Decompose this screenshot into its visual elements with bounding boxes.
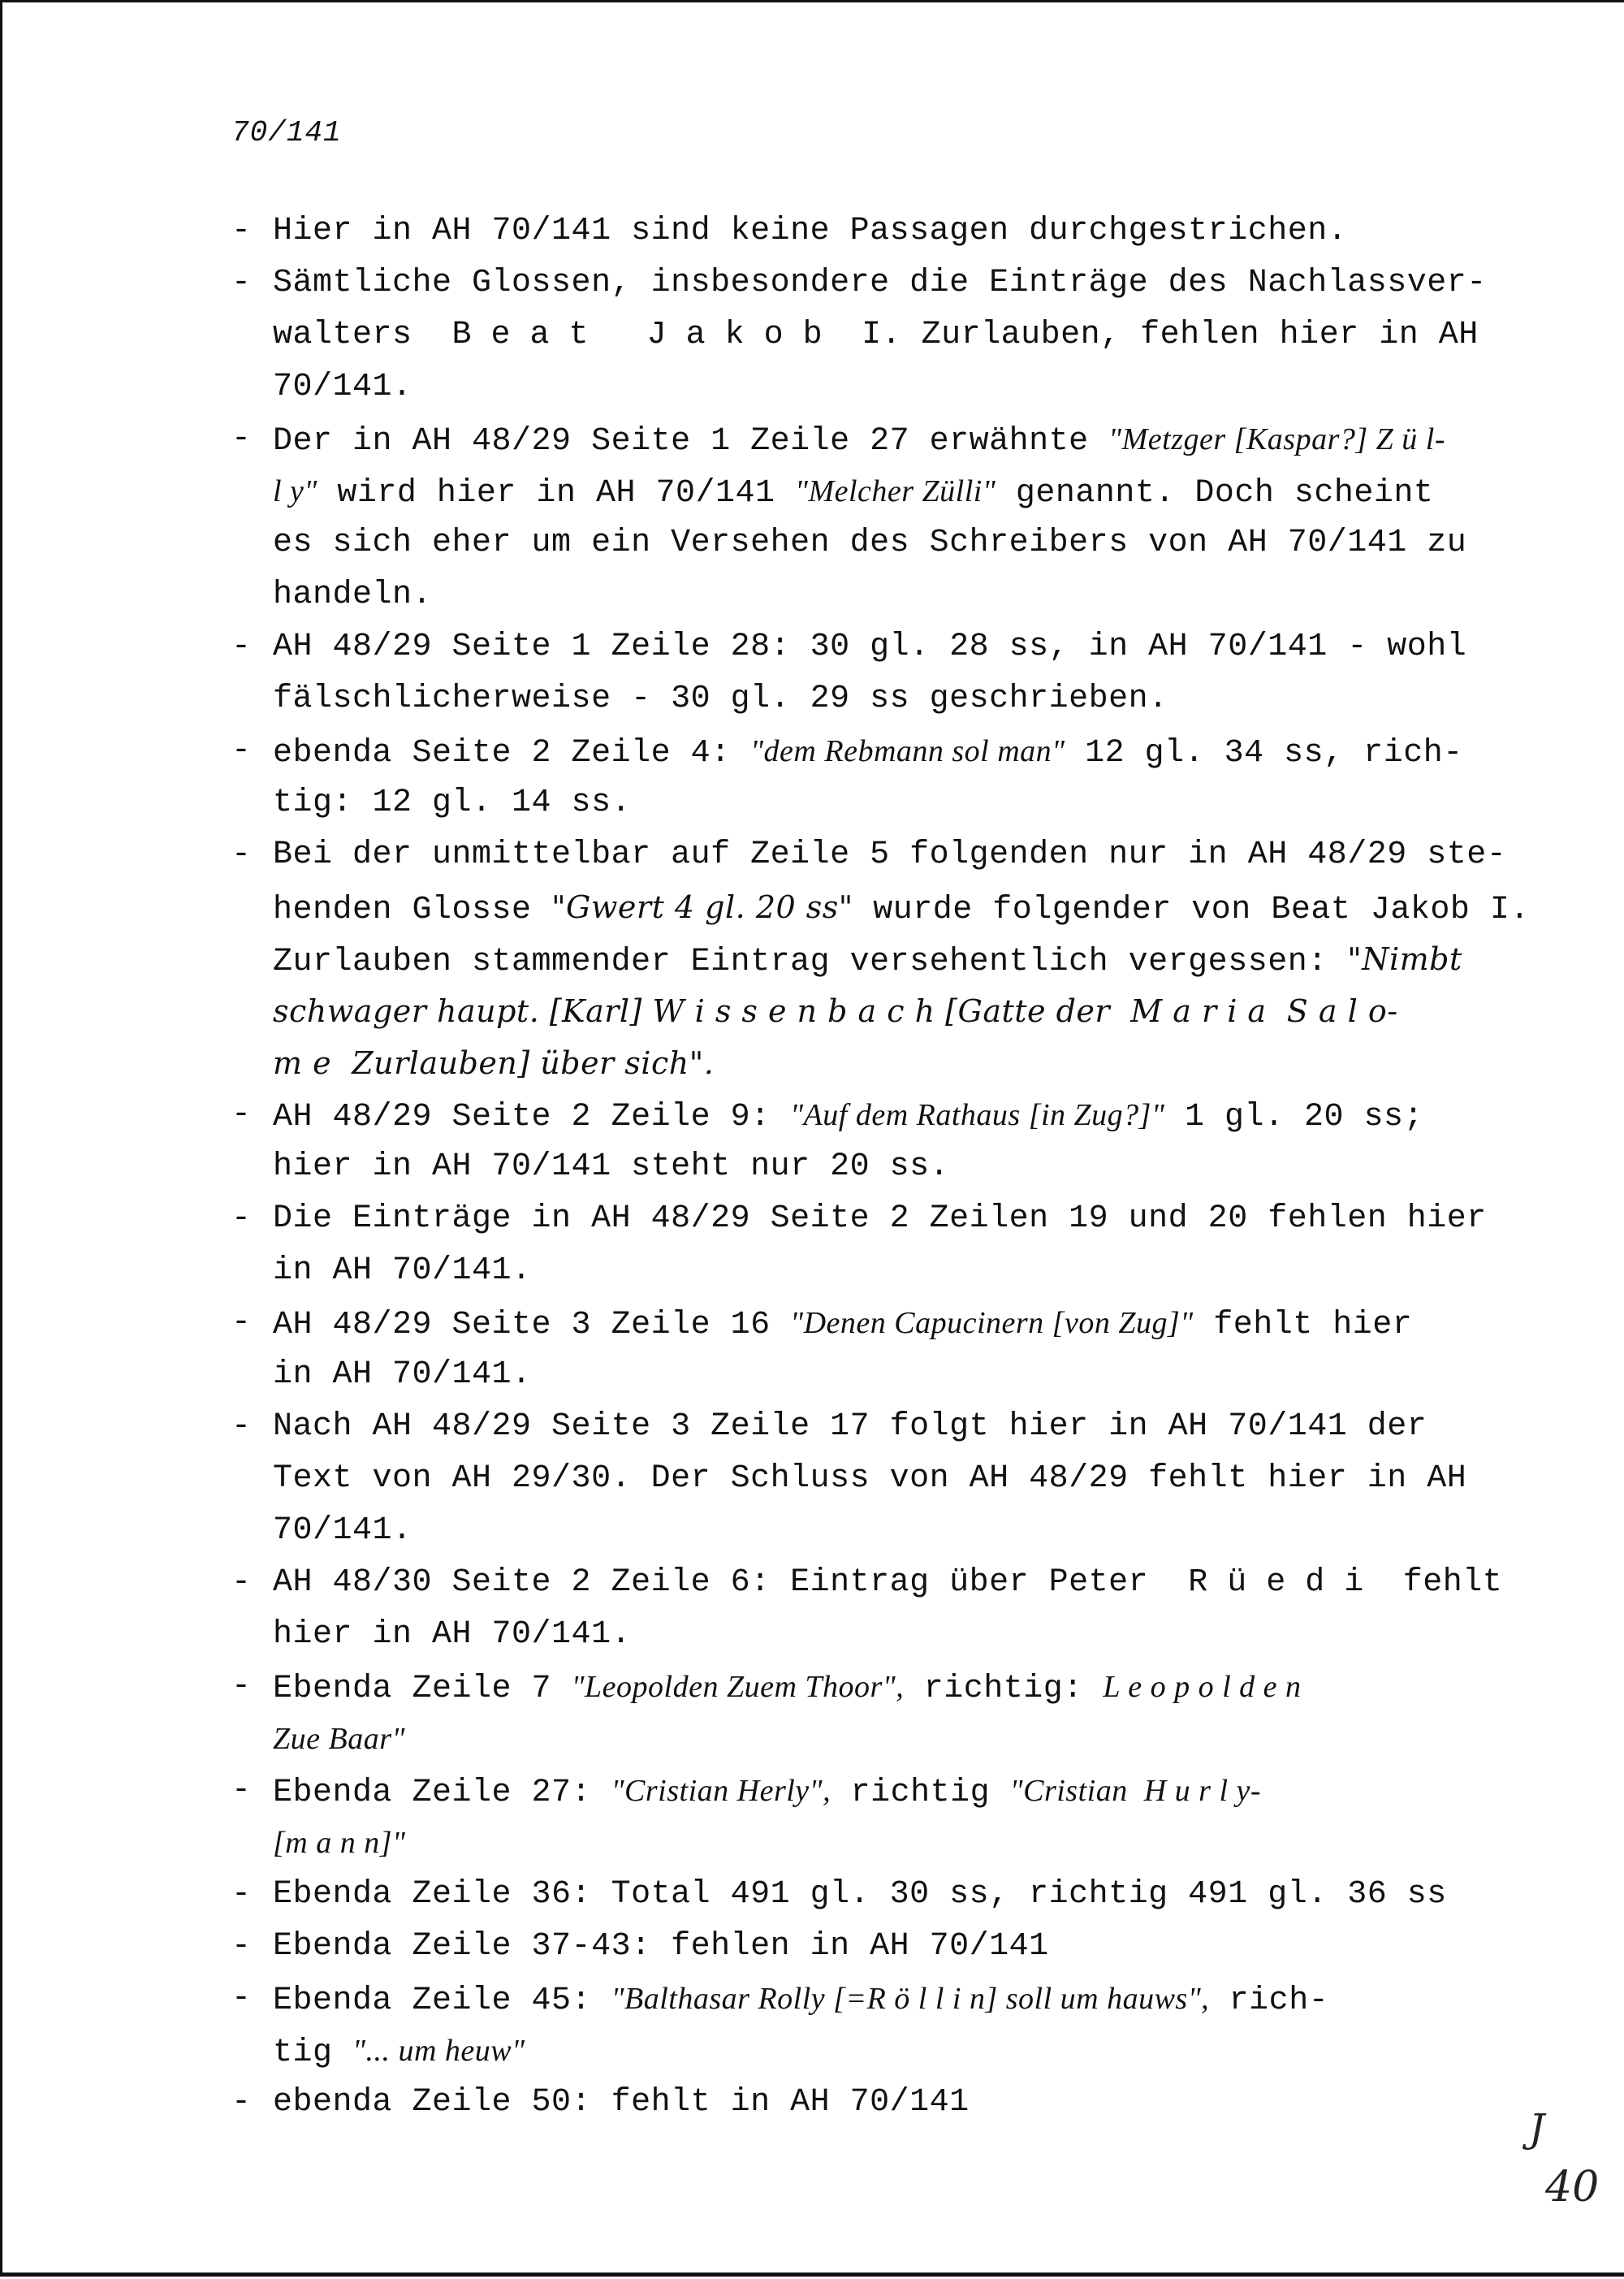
text-line (273, 1609, 631, 1661)
text-line (273, 569, 432, 621)
text-segment: tig: 12 gl. 14 ss. (273, 785, 632, 821)
text-line (273, 1037, 714, 1089)
text-line (273, 257, 1487, 309)
handwritten-margin-mark: 40 (1545, 2163, 1600, 2212)
text-line (273, 1401, 1427, 1453)
text-line (273, 2077, 970, 2129)
list-bullet: - (231, 1668, 252, 1705)
text-line (273, 1089, 1423, 1141)
entry-list (2, 2, 1624, 2279)
text-line (273, 725, 1463, 777)
text-segment: ebenda Zeile 50: fehlt in AH 70/141 (273, 2084, 970, 2121)
text-segment: tig (273, 2035, 353, 2071)
emphasized-text: "Cristian H u r l y- (1009, 1774, 1262, 1808)
text-segment: I. Zurlauben, fehlen hier in AH (841, 317, 1479, 353)
emphasized-text: "dem Rebmann sol man" (750, 734, 1065, 768)
text-segment: walters (273, 317, 452, 353)
text-segment: es sich eher um ein Versehen des Schreibers von AH 70/141 zu (273, 525, 1467, 561)
text-segment: richtig: (904, 1671, 1104, 1707)
text-segment: Text von AH 29/30. Der Schluss von AH 48/29 fehlt hier in AH (273, 1460, 1467, 1497)
text-line (273, 985, 1398, 1037)
text-line (273, 1453, 1466, 1505)
text-segment: Ebenda Zeile 45: (273, 1983, 611, 2019)
emphasized-text: "... um heuw" (352, 2034, 525, 2068)
text-segment: 1 gl. 20 ss; (1164, 1099, 1423, 1135)
text-line (273, 1297, 1412, 1349)
text-segment: Der in AH 48/29 Seite 1 Zeile 27 erwähnte (273, 423, 1109, 460)
emphasized-text: Rüedi (1188, 1564, 1384, 1601)
handwritten-margin-mark: J (1529, 2106, 1545, 2151)
emphasized-text: "Auf dem Rathaus [in Zug?]" (790, 1098, 1165, 1132)
text-line (273, 205, 1347, 257)
list-bullet: - (231, 837, 252, 873)
text-line (273, 1765, 1261, 1817)
text-segment: AH 48/29 Seite 2 Zeile 9: (273, 1099, 791, 1135)
text-line (273, 1713, 405, 1765)
text-segment: Sämtliche Glossen, insbesondere die Einträge des Nachlassver- (273, 265, 1487, 301)
emphasized-text: [m a n n]" (273, 1826, 406, 1860)
text-segment: Nach AH 48/29 Seite 3 Zeile 17 folgt hier in AH 70/141 der (273, 1408, 1427, 1445)
list-bullet: - (231, 1200, 252, 1237)
text-segment: AH 48/29 Seite 3 Zeile 16 (273, 1307, 791, 1343)
text-segment: genannt. Doch scheint (996, 475, 1434, 512)
text-segment: wird hier in AH 70/141 (317, 475, 795, 512)
text-line (273, 1869, 1447, 1921)
text-segment: 70/141. (273, 369, 412, 405)
list-bullet: - (231, 421, 252, 457)
list-bullet: - (231, 1772, 252, 1809)
text-segment: handeln. (273, 577, 433, 613)
text-line (273, 465, 1433, 517)
text-line (273, 309, 1479, 361)
text-segment: hier in AH 70/141 steht nur 20 ss. (273, 1148, 950, 1185)
emphasized-text: "Cristian Herly", (611, 1774, 831, 1808)
text-line (273, 881, 1530, 933)
text-segment: rich- (1209, 1983, 1329, 2019)
text-line (273, 621, 1466, 673)
list-bullet: - (231, 1876, 252, 1913)
text-segment: 12 gl. 34 ss, rich- (1065, 735, 1463, 772)
text-line (273, 1245, 532, 1297)
text-line (273, 1817, 405, 1869)
text-line (273, 1973, 1328, 2025)
text-segment: 70/141. (273, 1512, 412, 1549)
emphasized-text: "Leopolden Zuem Thoor", (571, 1670, 905, 1704)
text-line (273, 361, 412, 413)
list-bullet: - (231, 1564, 252, 1601)
text-line (273, 1921, 1049, 1973)
list-bullet: - (231, 629, 252, 665)
text-line (273, 1193, 1487, 1245)
text-segment: fälschlicherweise - 30 gl. 29 ss geschrieben. (273, 681, 1168, 717)
text-line (273, 1557, 1502, 1609)
text-line (273, 2025, 525, 2077)
list-bullet: - (231, 2084, 252, 2121)
emphasized-text: l y" (273, 474, 317, 508)
text-segment: Die Einträge in AH 48/29 Seite 2 Zeilen 19 und 20 fehlen hier (273, 1200, 1487, 1237)
emphasized-text: schwager haupt. [Karl] W i s s e n b a c h [Gatte der M a r i a S a l o- (273, 993, 1398, 1029)
text-line (273, 1661, 1302, 1713)
text-line (273, 1349, 532, 1401)
text-segment: ebenda Seite 2 Zeile 4: (273, 735, 751, 772)
text-segment: Ebenda Zeile 36: Total 491 gl. 30 ss, richtig 491 gl. 36 ss (273, 1876, 1447, 1913)
text-segment: Ebenda Zeile 37-43: fehlen in AH 70/141 (273, 1928, 1049, 1965)
text-segment: Bei der unmittelbar auf Zeile 5 folgenden nur in AH 48/29 ste- (273, 837, 1507, 873)
list-bullet: - (231, 1096, 252, 1133)
text-segment: fehlt (1383, 1564, 1503, 1601)
text-segment: Hier in AH 70/141 sind keine Passagen durchgestrichen. (273, 213, 1348, 249)
text-line (273, 777, 631, 829)
text-line (273, 1141, 949, 1193)
text-segment: Ebenda Zeile 27: (273, 1775, 611, 1811)
list-bullet: - (231, 733, 252, 769)
emphasized-text: "Melcher Zülli" (794, 474, 996, 508)
list-bullet: - (231, 265, 252, 301)
list-bullet: - (231, 1304, 252, 1341)
emphasized-text: m e Zurlauben] über sich". (273, 1045, 715, 1081)
emphasized-text: "Balthasar Rolly [=R ö l l i n] soll um hauws", (611, 1982, 1210, 2016)
list-bullet: - (231, 1928, 252, 1965)
list-bullet: - (231, 1980, 252, 2017)
emphasized-text: L e o p o l d e n (1103, 1670, 1302, 1704)
text-segment: henden Glosse (273, 892, 552, 928)
text-line (273, 413, 1445, 465)
text-segment: fehlt hier (1193, 1307, 1413, 1343)
emphasized-text: "Gwert 4 gl. 20 ss" (551, 889, 853, 925)
text-segment: in AH 70/141. (273, 1356, 532, 1393)
text-line (273, 829, 1506, 881)
emphasized-text: "Nimbt (1347, 941, 1462, 977)
text-segment: wurde folgender von Beat Jakob I. (853, 892, 1530, 928)
text-segment: Ebenda Zeile 7 (273, 1671, 572, 1707)
text-line (273, 673, 1168, 725)
text-line (273, 517, 1466, 569)
text-line (273, 933, 1462, 985)
list-bullet: - (231, 1408, 252, 1445)
list-bullet: - (231, 213, 252, 249)
text-segment: Zurlauben stammender Eintrag versehentlich vergessen: (273, 944, 1348, 980)
text-segment: in AH 70/141. (273, 1252, 532, 1289)
text-segment: hier in AH 70/141. (273, 1616, 632, 1653)
text-segment: AH 48/30 Seite 2 Zeile 6: Eintrag über Peter (273, 1564, 1189, 1601)
text-line (273, 1505, 412, 1557)
emphasized-text: Beat Jakob (451, 317, 842, 353)
page-number: 70/141 (231, 116, 342, 149)
emphasized-text: Zue Baar" (273, 1722, 405, 1756)
emphasized-text: "Metzger [Kaspar?] Z ü l- (1108, 422, 1445, 456)
emphasized-text: "Denen Capucinern [von Zug]" (790, 1306, 1194, 1340)
text-segment: AH 48/29 Seite 1 Zeile 28: 30 gl. 28 ss, in AH 70/141 - wohl (273, 629, 1467, 665)
text-segment: richtig (831, 1775, 1010, 1811)
